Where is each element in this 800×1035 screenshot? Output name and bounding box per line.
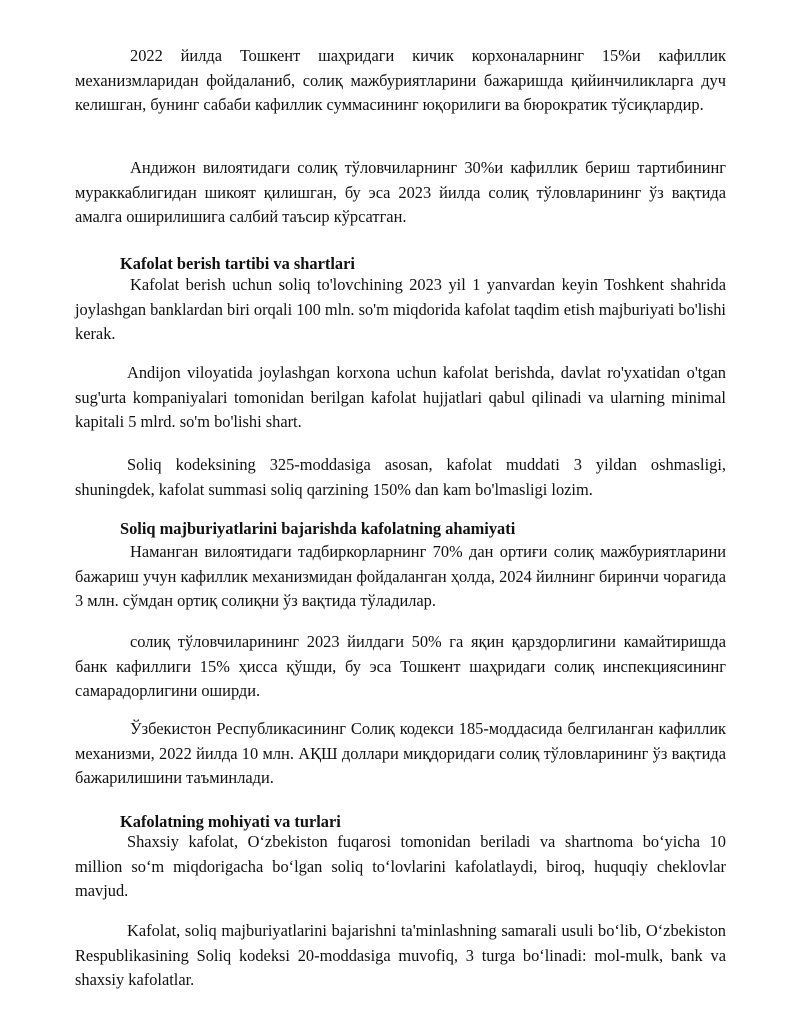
paragraph-guarantee-requirement: Kafolat berish uchun soliq to'lovchining 2023 yil 1 yanvardan keyin Toshkent shahrida joylashgan banklardan biri orqali 100 mln. so'm miqdorida kafolat taqdim etish majburiyati bo'lishi kerak. [75, 275, 726, 343]
paragraph-tax-code-325: Soliq kodeksining 325-moddasiga asosan, kafolat muddati 3 yildan oshmasligi, shuningdek, kafolat summasi soliq qarzining 150% dan kam bo'lmasligi lozim. [75, 455, 726, 499]
heading-guarantee-procedure: Kafolat berish tartibi va shartlari [120, 254, 355, 273]
paragraph-tashkent-small-business: 2022 йилда Тошкент шаҳридаги кичик корхоналарнинг 15%и кафиллик механизмларидан фойдаланиб, солиқ мажбуриятларини бажаришда қийинчиликларга дуч келишган, бунинг сабаби кафиллик суммасининг юқорилиги ва бюрократик тўсиқлардир. [75, 46, 726, 114]
paragraph-personal-guarantee: Shaxsiy kafolat, Oʻzbekiston fuqarosi tomonidan beriladi va shartnoma boʻyicha 10 million soʻm miqdorigacha boʻlgan soliq toʻlovlarini kafolatlaydi, biroq, huquqiy cheklovlar mavjud. [75, 832, 726, 900]
paragraph-guarantee-classification: Kafolat, soliq majburiyatlarini bajarishni ta'minlashning samarali usuli boʻlib, Oʻzbekiston Respublikasining Soliq kodeksi 20-moddasiga muvofiq, 3 turga boʻlinadi: mol-mulk, bank va shaxsiy kafolatlar. [75, 921, 726, 989]
heading-guarantee-types: Kafolatning mohiyati va turlari [120, 812, 341, 831]
paragraph-tax-code-185: Ўзбекистон Республикасининг Солиқ кодекси 185-моддасида белгиланган кафиллик механизми, 2022 йилда 10 млн. АҚШ доллари миқдоридаги солиқ тўловларининг ўз вақтида бажарилишини таъминлади. [75, 719, 726, 787]
paragraph-namangan-entrepreneurs: Наманган вилоятидаги тадбиркорларнинг 70% дан ортиғи солиқ мажбуриятларини бажариш учун кафиллик механизмидан фойдаланган ҳолда, 2024 йилнинг биринчи чорагида 3 млн. сўмдан ортиқ солиқни ўз вақтида тўладилар. [75, 542, 726, 610]
heading-guarantee-importance: Soliq majburiyatlarini bajarishda kafolatning ahamiyati [120, 519, 516, 538]
paragraph-andijan-complaints: Андижон вилоятидаги солиқ тўловчиларнинг 30%и кафиллик бериш тартибининг мураккаблигидан шикоят қилишган, бу эса 2023 йилда солиқ тўловларининг ўз вақтида амалга оширилишига салбий таъсир кўрсатган. [75, 158, 726, 226]
paragraph-insurance-companies: Andijon viloyatida joylashgan korxona uchun kafolat berishda, davlat ro'yxatidan o'tgan sug'urta kompaniyalari tomonidan berilgan kafolat hujjatlari qabul qilinadi va ularning minimal kapitali 5 mlrd. so'm bo'lishi shart. [75, 363, 726, 431]
paragraph-bank-guarantee-debt: солиқ тўловчиларининг 2023 йилдаги 50% га яқин қарздорлигини камайтиришда банк кафиллиги 15% ҳисса қўшди, бу эса Тошкент шаҳридаги солиқ инспекциясининг самарадорлигини оширди. [75, 632, 726, 700]
